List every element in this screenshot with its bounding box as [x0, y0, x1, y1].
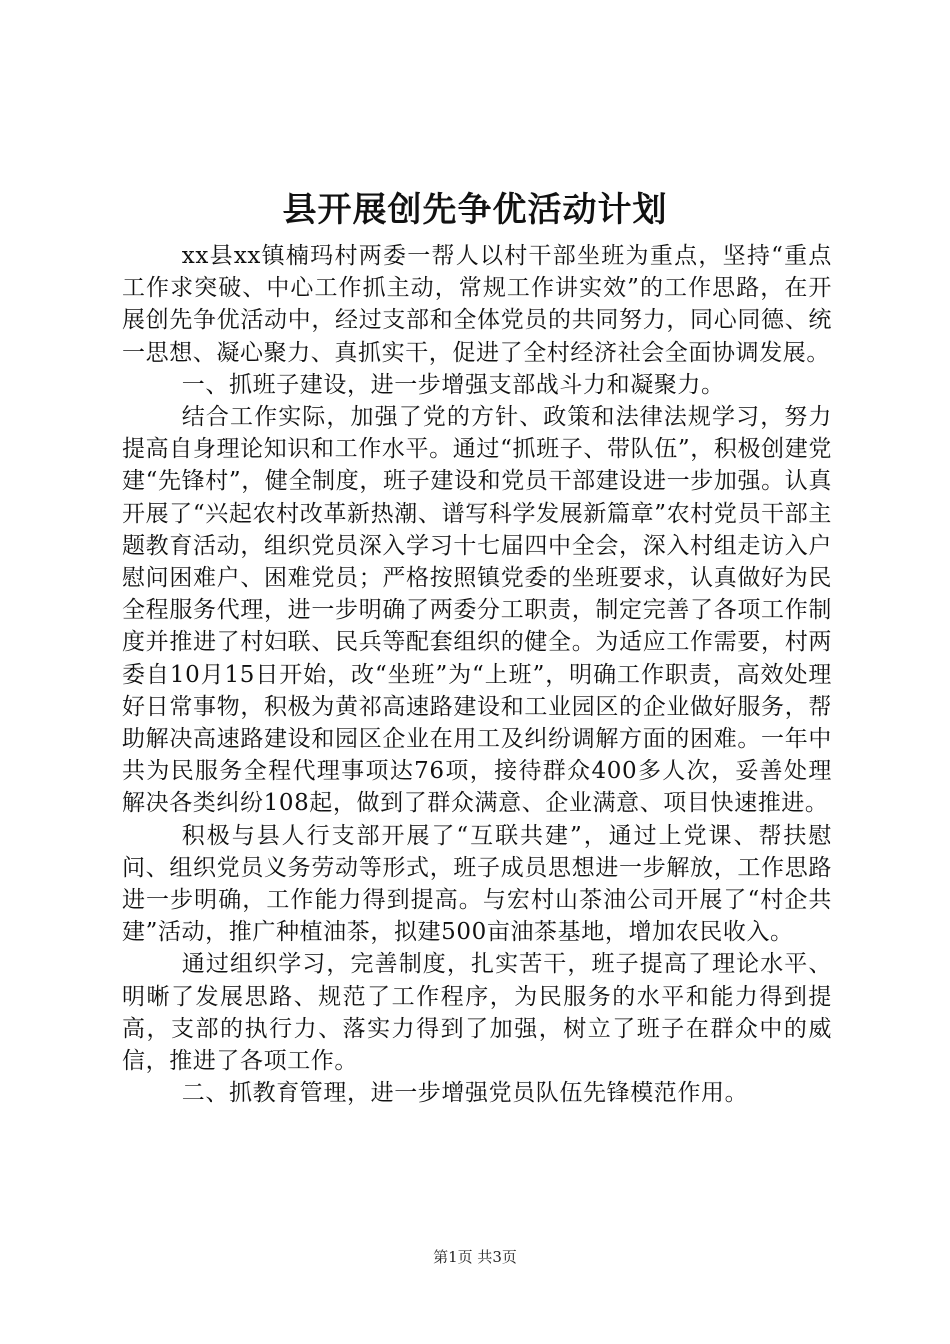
paragraph-section-1-a: 结合工作实际，加强了党的方针、政策和法律法规学习，努力提高自身理论知识和工作水平。通过“抓班子、带队伍”，积极创建党建“先锋村”，健全制度，班子建设和党员干部建设进一步加强。认真开展了“兴起农村改革新热潮、谱写科学发展新篇章”农村党员干部主题教育活动，组织党员深入学习十七届四中全会，深入村组走访入户慰问困难户、困难党员；严格按照镇党委的坐班要求，认真做好为民全程服务代理，进一步明确了两委分工职责，制定完善了各项工作制度并推进了村妇联、民兵等配套组织的健全。为适应工作需要，村两委自10月15日开始，改“坐班”为“上班”，明确工作职责，高效处理好日常事物，积极为黄祁高速路建设和工业园区的企业做好服务，帮助解决高速路建设和园区企业在用工及纠纷调解方面的困难。一年中共为民服务全程代理事项达76项，接待群众400多人次，妥善处理解决各类纠纷108起，做到了群众满意、企业满意、项目快速推进。	[122, 404, 832, 817]
paragraph-intro: xx县xx镇楠玛村两委一帮人以村干部坐班为重点，坚持“重点工作求突破、中心工作抓主动，常规工作讲实效”的工作思路，在开展创先争优活动中，经过支部和全体党员的共同努力，同心同德、统一思想、凝心聚力、真抓实干，促进了全村经济社会全面协调发展。	[122, 243, 832, 366]
section-heading-2: 二、抓教育管理，进一步增强党员队伍先锋模范作用。	[181, 1080, 749, 1107]
document-title: 县开展创先争优活动计划	[282, 190, 668, 230]
paragraph-section-1-b: 积极与县人行支部开展了“互联共建”，通过上党课、帮扶慰问、组织党员义务劳动等形式，班子成员思想进一步解放，工作思路进一步明确，工作能力得到提高。与宏村山茶油公司开展了“村企共建”活动，推广种植油茶，拟建500亩油茶基地，增加农民收入。	[122, 822, 832, 946]
section-heading-1: 一、抓班子建设，进一步增强支部战斗力和凝聚力。	[181, 371, 725, 398]
document-body	[122, 240, 832, 1109]
page-footer: 第1页 共3页	[433, 1248, 517, 1266]
paragraph-section-1-c: 通过组织学习，完善制度，扎实苦干，班子提高了理论水平、明晰了发展思路、规范了工作程序，为民服务的水平和能力得到提高，支部的执行力、落实力得到了加强，树立了班子在群众中的威信，推进了各项工作。	[122, 951, 832, 1075]
